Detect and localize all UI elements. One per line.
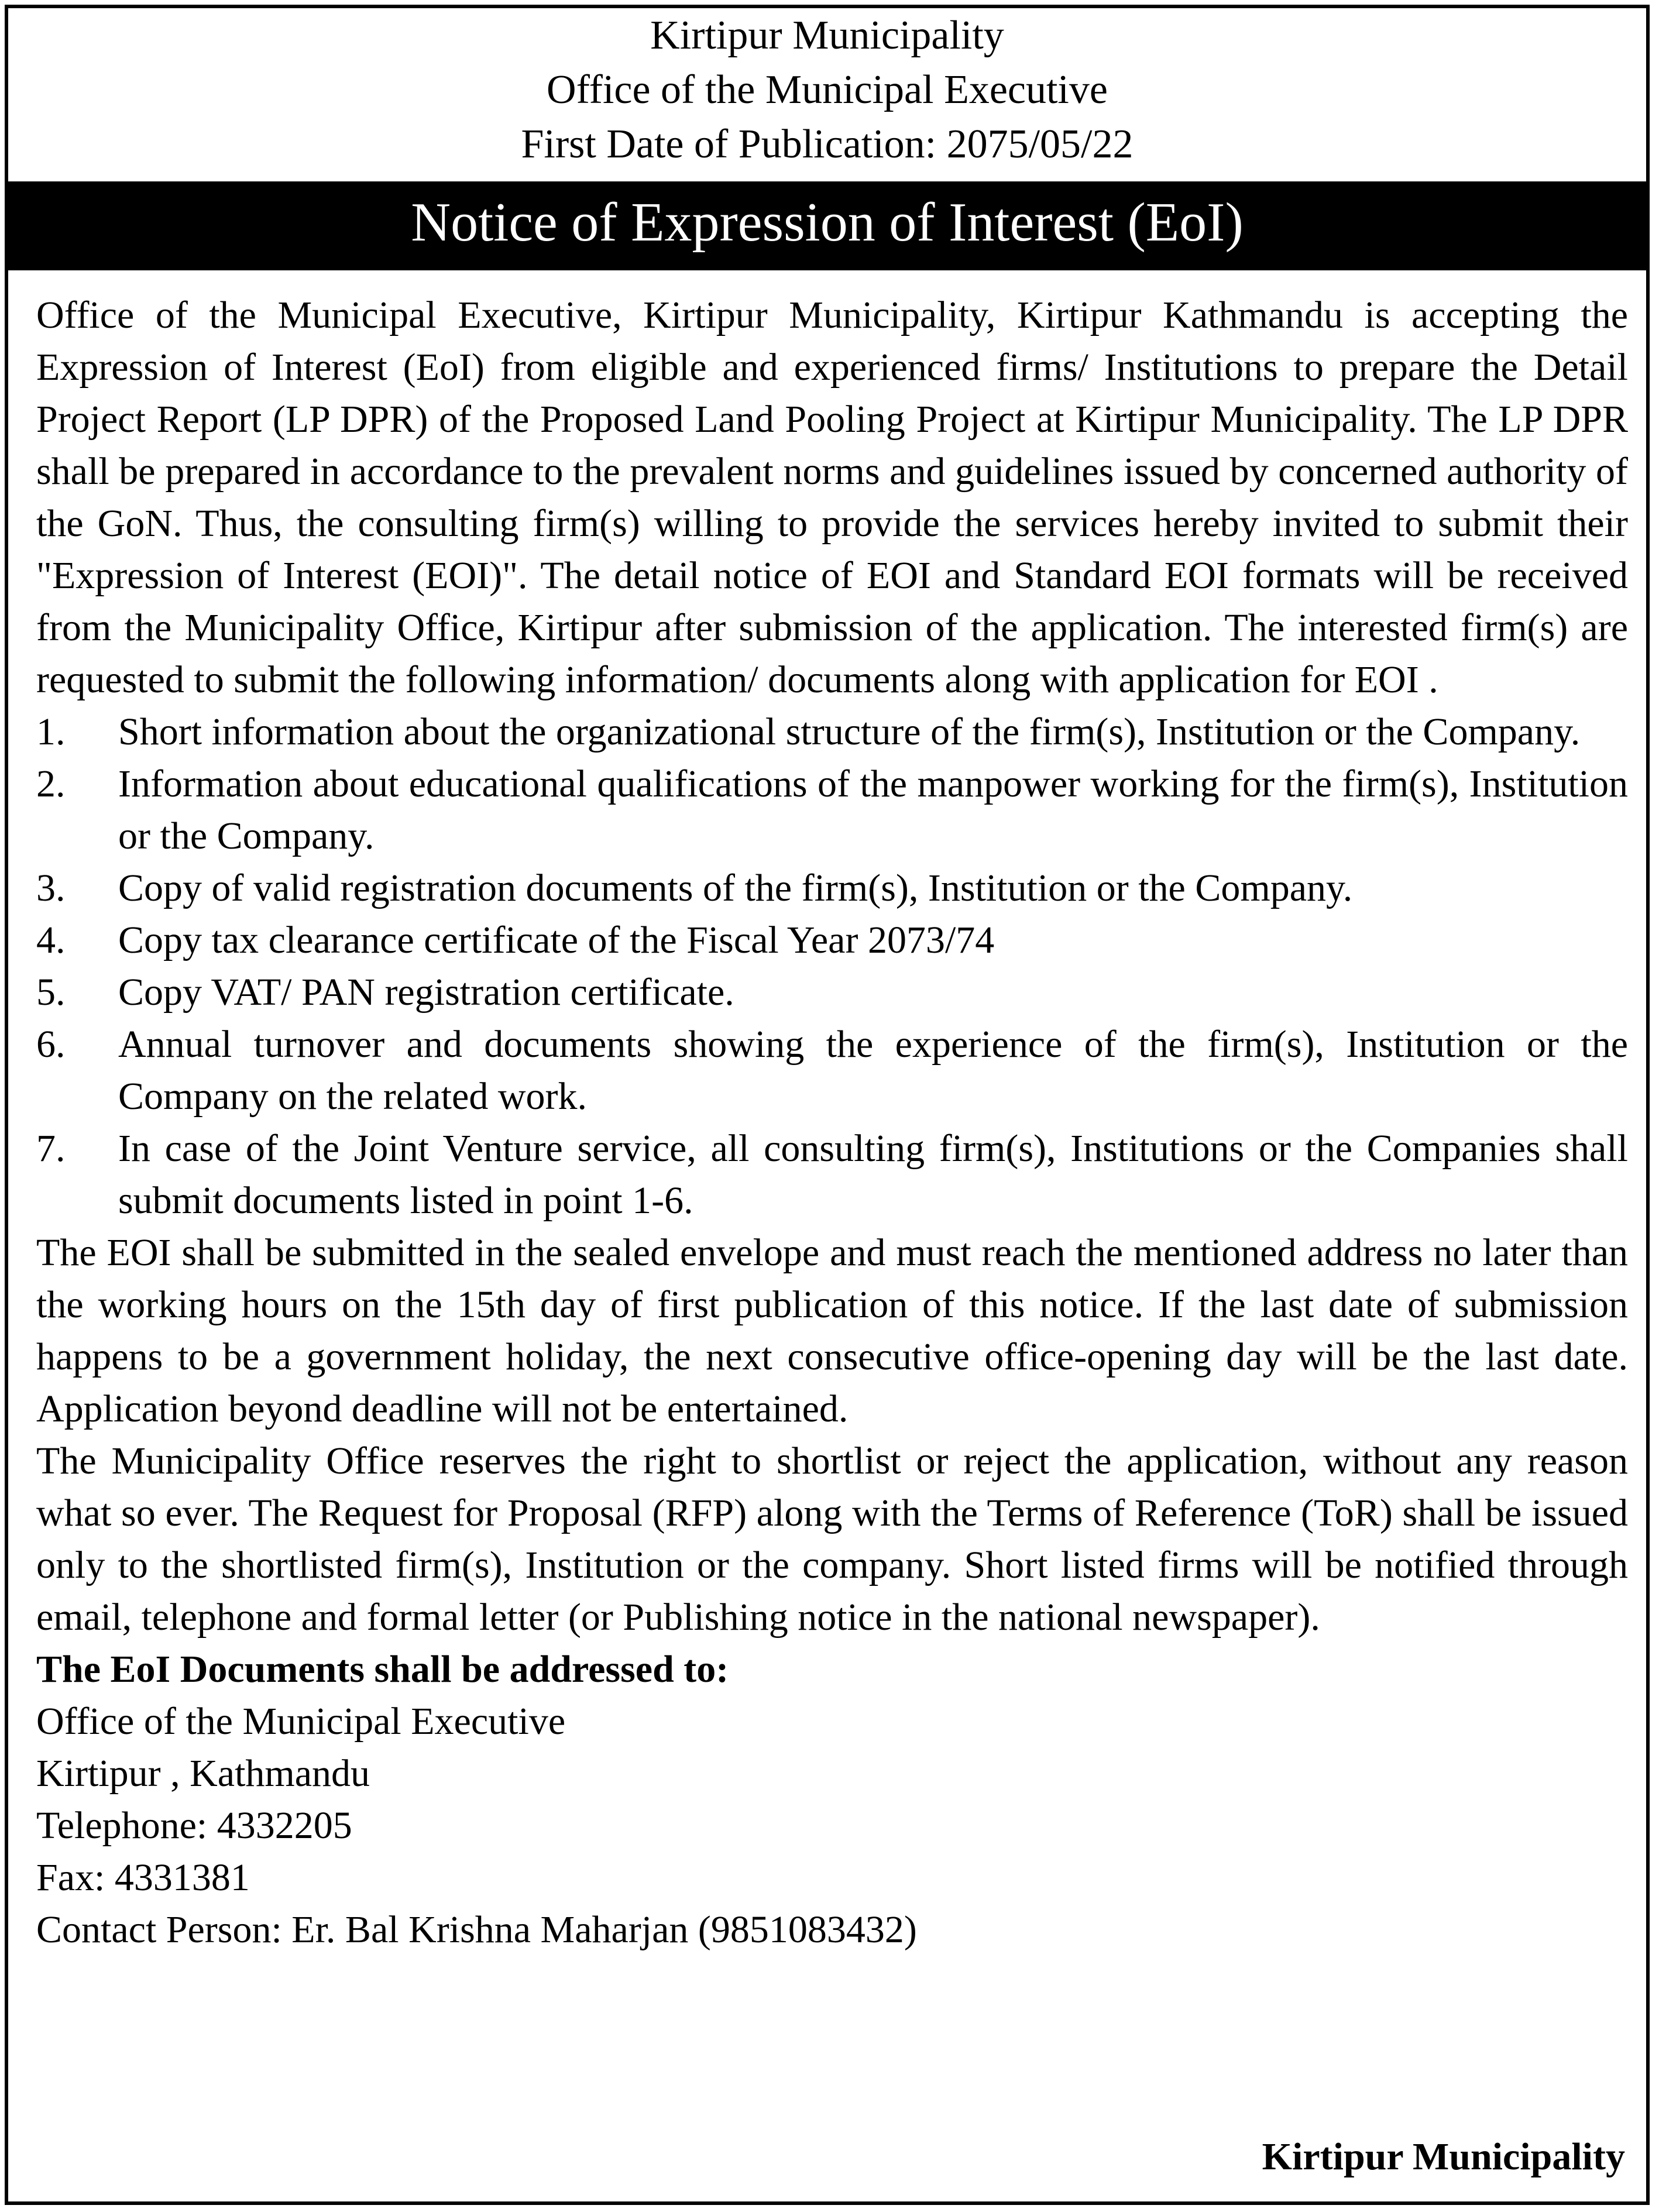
list-item-number: 4. <box>36 919 66 961</box>
list-item-number: 6. <box>36 1023 66 1066</box>
address-contact: Contact Person: Er. Bal Krishna Maharjan (9851083432) <box>36 1908 917 1951</box>
list-item <box>36 1018 1628 1122</box>
list-item-text: In case of the Joint Venture service, all consulting firm(s), Institutions or the Companies shall submit documents listed in point 1-6. <box>118 1127 1628 1222</box>
notice-title: Notice of Expression of Interest (EoI) <box>8 181 1646 270</box>
municipality-name: Kirtipur Municipality <box>650 13 1004 58</box>
list-item-text: Annual turnover and documents showing the experience of the firm(s), Institution or the Company on the related work. <box>118 1023 1628 1118</box>
address-telephone: Telephone: 4332205 <box>36 1804 352 1847</box>
list-item-text: Short information about the organizational structure of the firm(s), Institution or the Company. <box>118 710 1581 753</box>
list-item-number: 7. <box>36 1127 66 1170</box>
office-name: Office of the Municipal Executive <box>547 67 1108 112</box>
list-item <box>36 706 1628 758</box>
list-item-text: Copy VAT/ PAN registration certificate. <box>118 971 734 1014</box>
list-item-number: 2. <box>36 762 66 805</box>
list-item <box>36 1122 1628 1227</box>
rights-paragraph: The Municipality Office reserves the right to shortlist or reject the application, without any reason what so ever. The Request for Proposal (RFP) along with the Terms of Reference (ToR) shall be issued only to the shortlisted firm(s), Institution or the company. Short listed firms will be notified through email, telephone and formal letter (or Publishing notice in the national newspaper). <box>36 1440 1628 1639</box>
notice-page <box>5 5 1650 2205</box>
requirements-list <box>36 706 1628 1227</box>
list-item-text: Copy tax clearance certificate of the Fiscal Year 2073/74 <box>118 919 995 961</box>
list-item-number: 3. <box>36 867 66 909</box>
list-item-number: 1. <box>36 710 66 753</box>
address-location: Kirtipur , Kathmandu <box>36 1752 370 1795</box>
list-item-text: Copy of valid registration documents of the firm(s), Institution or the Company. <box>118 867 1353 909</box>
address-heading: The EoI Documents shall be addressed to: <box>36 1648 729 1691</box>
list-item <box>36 862 1628 914</box>
address-fax: Fax: 4331381 <box>36 1856 250 1899</box>
list-item-number: 5. <box>36 971 66 1014</box>
notice-header <box>8 8 1646 178</box>
signature: Kirtipur Municipality <box>1262 2135 1625 2178</box>
list-item <box>36 914 1628 966</box>
submission-paragraph: The EOI shall be submitted in the sealed envelope and must reach the mentioned address no later than the working hours on the 15th day of first publication of this notice. If the last date of submission happens to be a government holiday, the next consecutive office-opening day will be the last date. Application beyond deadline will not be entertained. <box>36 1231 1628 1430</box>
address-office: Office of the Municipal Executive <box>36 1700 566 1743</box>
publication-date: First Date of Publication: 2075/05/22 <box>521 122 1134 167</box>
list-item <box>36 758 1628 862</box>
intro-paragraph: Office of the Municipal Executive, Kirtipur Municipality, Kirtipur Kathmandu is accepting the Expression of Interest (EoI) from eligible and experienced firms/ Institutions to prepare the Detail Project Report (LP DPR) of the Proposed Land Pooling Project at Kirtipur Municipality. The LP DPR shall be prepared in accordance to the prevalent norms and guidelines issued by concerned authority of the GoN. Thus, the consulting firm(s) willing to provide the services hereby invited to submit their "Expression of Interest (EOI)". The detail notice of EOI and Standard EOI formats will be received from the Municipality Office, Kirtipur after submission of the application. The interested firm(s) are requested to submit the following information/ documents along with application for EOI . <box>36 294 1628 701</box>
list-item-text: Information about educational qualifications of the manpower working for the firm(s), Institution or the Company. <box>118 762 1628 857</box>
notice-body <box>36 289 1628 1956</box>
list-item <box>36 966 1628 1018</box>
